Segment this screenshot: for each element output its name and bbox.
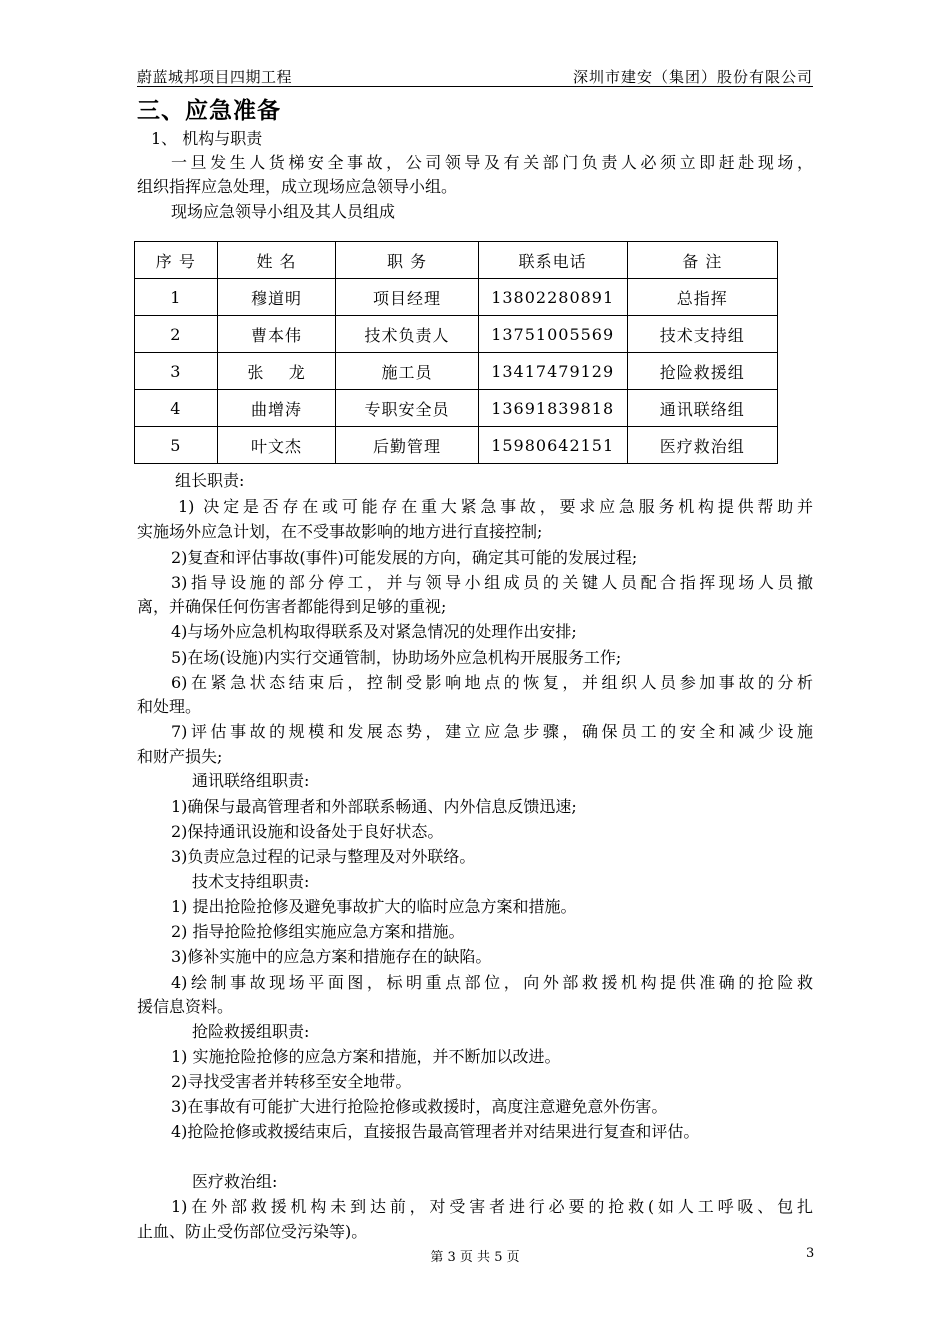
intro-line-2: 组织指挥应急处理，成立现场应急领导小组。 bbox=[137, 177, 458, 196]
leader-duty-3a: 3)指导设施的部分停工，并与领导小组成员的关键人员配合指挥现场人员撤 bbox=[171, 573, 813, 592]
leader-duty-4: 4)与场外应急机构取得联系及对紧急情况的处理作出安排; bbox=[171, 622, 577, 641]
table-row bbox=[135, 279, 778, 316]
comm-duties-heading: 通讯联络组职责: bbox=[192, 771, 310, 790]
intro-line-1: 一旦发生人货梯安全事故，公司领导及有关部门负责人必须立即赶赴现场， bbox=[171, 153, 813, 172]
header-project-name: 蔚蓝城邦项目四期工程 bbox=[137, 68, 293, 86]
rescue-duties-heading: 抢险救援组职责: bbox=[192, 1022, 310, 1041]
tech-duties-heading: 技术支持组职责: bbox=[192, 872, 310, 891]
leader-duty-5: 5)在场(设施)内实行交通管制，协助场外应急机构开展服务工作; bbox=[171, 648, 622, 667]
header-company-name: 深圳市建安（集团）股份有限公司 bbox=[572, 68, 813, 86]
tech-duty-4a: 4)绘制事故现场平面图，标明重点部位，向外部救援机构提供准确的抢险救 bbox=[171, 973, 813, 992]
footer-page-count: 第 3 页 共 5 页 bbox=[430, 1250, 520, 1265]
cell-phone: 13691839818 bbox=[478, 390, 627, 427]
cell-phone: 13751005569 bbox=[478, 316, 627, 353]
cell-name: 曲增涛 bbox=[217, 390, 336, 427]
cell-remark: 医疗救治组 bbox=[627, 427, 777, 464]
footer-page-number: 3 bbox=[806, 1246, 815, 1261]
cell-position: 项目经理 bbox=[336, 279, 478, 316]
rescue-duty-3: 3)在事故有可能扩大进行抢险抢修或救援时，高度注意避免意外伤害。 bbox=[171, 1097, 668, 1116]
cell-index: 2 bbox=[135, 316, 218, 353]
table-row bbox=[135, 316, 778, 353]
leader-duty-1b: 实施场外应急计划，在不受事故影响的地方进行直接控制; bbox=[137, 522, 543, 541]
staff-table bbox=[134, 241, 778, 464]
cell-index: 5 bbox=[135, 427, 218, 464]
col-header-name: 姓 名 bbox=[217, 242, 336, 279]
rescue-duty-1: 1) 实施抢险抢修的应急方案和措施，并不断加以改进。 bbox=[171, 1047, 561, 1066]
cell-index: 4 bbox=[135, 390, 218, 427]
cell-name: 穆道明 bbox=[217, 279, 336, 316]
medical-duty-1a: 1)在外部救援机构未到达前，对受害者进行必要的抢救(如人工呼吸、包扎 bbox=[171, 1197, 813, 1216]
leader-duty-2: 2)复查和评估事故(事件)可能发展的方向，确定其可能的发展过程; bbox=[171, 548, 638, 567]
cell-phone: 15980642151 bbox=[478, 427, 627, 464]
col-header-remark: 备 注 bbox=[627, 242, 777, 279]
cell-remark: 技术支持组 bbox=[627, 316, 777, 353]
leader-duty-6b: 和处理。 bbox=[137, 697, 202, 716]
leader-duty-3b: 离，并确保任何伤害者都能得到足够的重视; bbox=[137, 597, 447, 616]
tech-duty-3: 3)修补实施中的应急方案和措施存在的缺陷。 bbox=[171, 947, 492, 966]
leader-duty-7a: 7)评估事故的规模和发展态势，建立应急步骤，确保员工的安全和减少设施 bbox=[171, 722, 813, 741]
subsection-heading: 1、 机构与职责 bbox=[151, 129, 263, 148]
cell-remark: 抢险救援组 bbox=[627, 353, 777, 390]
rescue-duty-4: 4)抢险抢修或救援结束后，直接报告最高管理者并对结果进行复查和评估。 bbox=[171, 1122, 700, 1141]
cell-position: 专职安全员 bbox=[336, 390, 478, 427]
comm-duty-1: 1)确保与最高管理者和外部联系畅通、内外信息反馈迅速; bbox=[171, 797, 577, 816]
cell-name: 张 龙 bbox=[217, 353, 336, 390]
col-header-phone: 联系电话 bbox=[478, 242, 627, 279]
comm-duty-2: 2)保持通讯设施和设备处于良好状态。 bbox=[171, 822, 444, 841]
cell-index: 3 bbox=[135, 353, 218, 390]
rescue-duty-2: 2)寻找受害者并转移至安全地带。 bbox=[171, 1072, 412, 1091]
tech-duty-2: 2) 指导抢险抢修组实施应急方案和措施。 bbox=[171, 922, 465, 941]
cell-name: 叶文杰 bbox=[217, 427, 336, 464]
cell-index: 1 bbox=[135, 279, 218, 316]
tech-duty-1: 1) 提出抢险抢修及避免事故扩大的临时应急方案和措施。 bbox=[171, 897, 577, 916]
table-row bbox=[135, 390, 778, 427]
leader-duty-7b: 和财产损失; bbox=[137, 747, 223, 766]
cell-position: 施工员 bbox=[336, 353, 478, 390]
leader-duties-heading: 组长职责: bbox=[175, 471, 245, 490]
cell-phone: 13802280891 bbox=[478, 279, 627, 316]
medical-duties-heading: 医疗救治组: bbox=[192, 1172, 278, 1191]
cell-remark: 总指挥 bbox=[627, 279, 777, 316]
medical-duty-1b: 止血、防止受伤部位受污染等)。 bbox=[137, 1222, 368, 1241]
comm-duty-3: 3)负责应急过程的记录与整理及对外联络。 bbox=[171, 847, 476, 866]
table-caption: 现场应急领导小组及其人员组成 bbox=[171, 202, 396, 221]
table-row bbox=[135, 353, 778, 390]
tech-duty-4b: 援信息资料。 bbox=[137, 997, 234, 1016]
table-row bbox=[135, 427, 778, 464]
leader-duty-1a: 1) 决定是否存在或可能存在重大紧急事故，要求应急服务机构提供帮助并 bbox=[178, 497, 813, 516]
leader-duty-6a: 6)在紧急状态结束后，控制受影响地点的恢复，并组织人员参加事故的分析 bbox=[171, 673, 813, 692]
page-header bbox=[137, 66, 813, 87]
cell-phone: 13417479129 bbox=[478, 353, 627, 390]
cell-name: 曹本伟 bbox=[217, 316, 336, 353]
cell-position: 后勤管理 bbox=[336, 427, 478, 464]
table-header-row bbox=[135, 242, 778, 279]
col-header-index: 序 号 bbox=[135, 242, 218, 279]
cell-position: 技术负责人 bbox=[336, 316, 478, 353]
col-header-position: 职 务 bbox=[336, 242, 478, 279]
cell-remark: 通讯联络组 bbox=[627, 390, 777, 427]
section-title: 三、应急准备 bbox=[137, 98, 281, 124]
